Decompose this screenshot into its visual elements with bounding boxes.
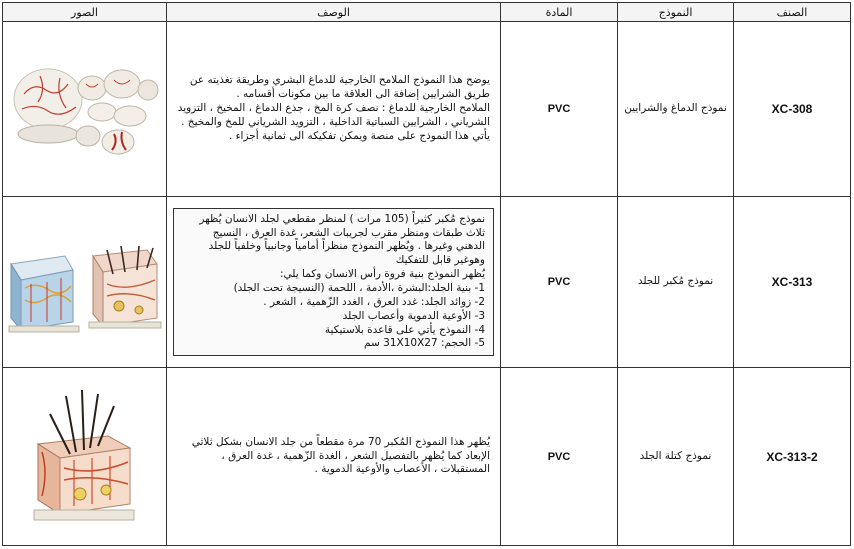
description-line: الملامح الخارجية للدماغ : نصف كرة المخ ، جذع الدماغ ، المخيخ ، التزويد الشرياني ، الشرايين السباتية الداخلية ، التزويد الشرياني للمخ والمخيخ . يأتي هذا النموذج على منصة ويمكن تفكيكه الى ثمانية أجزاء . [177,102,490,142]
description-list [182,282,485,351]
skin-block-hair-icon [30,382,140,532]
list-item: 2- زوائد الجلد: غدد العرق ، الغدد الزّهمية ، الشعر . [263,295,485,308]
description-list-title: يُظهر النموذج بنية فروة رأس الانسان وكما يلي: [280,268,485,281]
header-model: النموذج [618,3,734,22]
image-cell [3,22,167,197]
description-line: يُظهر هذا النموذج المُكبر 70 مرة مقطعاً من جلد الانسان بشكل ثلاثي الإبعاد كما يُظهر بالتفصيل الشعر ، الغدة الزّهمية ، غدة العرق ، المستقبلات ، الأعصاب والأوعية الدموية . [191,435,490,476]
description-cell [167,368,501,546]
brain-model-icon [10,54,160,164]
description-cell [167,197,501,368]
header-category: الصنف [734,3,851,22]
skin-block-icon [7,226,163,338]
header-material: المادة [501,3,618,22]
model-cell: نموذج مُكبر للجلد [618,197,734,368]
list-item: 3- الأوعية الدموية وأعصاب الجلد [342,309,485,322]
description-cell [167,22,501,197]
material-cell: PVC [501,368,618,546]
list-item: 4- النموذج يأتي على قاعدة بلاستيكية [324,323,485,336]
table-row [3,368,851,546]
code-cell: XC-313 [734,197,851,368]
header-row [3,3,851,22]
material-cell: PVC [501,22,618,197]
model-cell: نموذج الدماغ والشرايين [618,22,734,197]
list-item: 1- بنية الجلد:البشرة ،الأدمة ، اللحمة (النسيجة تحت الجلد) [233,282,485,294]
table-row [3,22,851,197]
description-line: يوضح هذا النموذج الملامح الخارجية للدماغ البشري وطريقة تغذيته عن طريق الشرايين إضافة الى العلاقة ما بين مكونات أقسامه . [189,74,490,101]
header-images: الصور [3,3,167,22]
code-cell: XC-308 [734,22,851,197]
model-cell: نموذج كتلة الجلد [618,368,734,546]
image-cell [3,197,167,368]
code-cell: XC-313-2 [734,368,851,546]
material-cell: PVC [501,197,618,368]
product-table [2,2,851,546]
image-cell [3,368,167,546]
list-item: 5- الحجم: 31X10X27 سم [364,337,485,350]
description-intro: نموذج مُكبر كثيراً (105 مرات ) لمنظر مقطعي لجلد الانسان يُظهر ثلاث طبقات ومنظر مقرب لجريبات الشعر، غدة العرق ، النسيج الدهني وغيرها . ويُظهر النموذج منظراً أمامياً وجانبياً وخلفياً للجلد وهوغير قابل للتفكيك [199,212,485,267]
table-row [3,197,851,368]
header-description: الوصف [167,3,501,22]
